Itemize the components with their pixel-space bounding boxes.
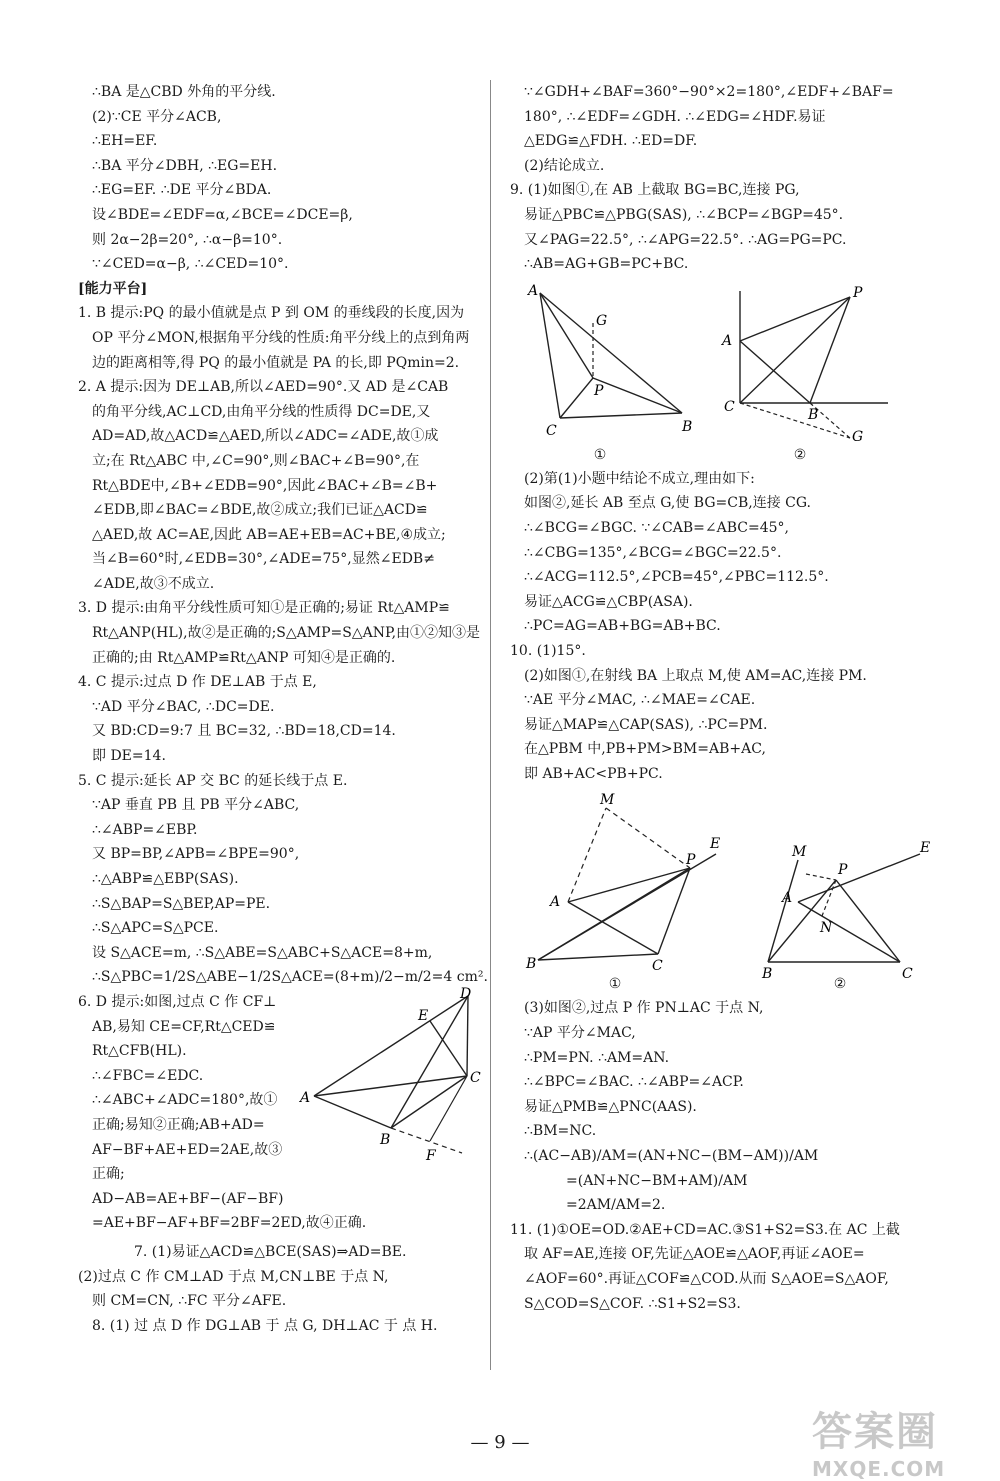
label-m: M bbox=[792, 844, 807, 861]
text-line: 的角平分线,AC⊥CD,由角平分线的性质得 DC=DE,又 bbox=[92, 403, 431, 420]
watermark-top-text: 答案圈 bbox=[812, 1409, 938, 1455]
text-line: OP 平分∠MON,根据角平分线的性质:角平分线上的点到角两 bbox=[92, 329, 470, 346]
text-line: ∴∠FBC=∠EDC. bbox=[92, 1067, 204, 1084]
text-line: (2)第(1)小题中结论不成立,理由如下: bbox=[524, 470, 755, 487]
figure-10-2-svg bbox=[740, 792, 940, 983]
text-line: ∴△ABP≌△EBP(SAS). bbox=[92, 871, 239, 887]
text-line: ∴S△APC=S△PCE. bbox=[92, 920, 219, 937]
text-line: 设∠BDE=∠EDF=α,∠BCE=∠DCE=β, bbox=[92, 206, 353, 223]
text-line: 易证△PMB≌△PNC(AAS). bbox=[524, 1098, 697, 1115]
text-line: Rt△BDE中,∠B+∠EDB=90°,因此∠BAC+∠B=∠B+ bbox=[92, 477, 438, 494]
label-p: P bbox=[594, 382, 604, 399]
label-b: B bbox=[808, 406, 819, 423]
text-line: ∠EDB,即∠BAC=∠BDE,故②成立;我们已证△ACD≌ bbox=[92, 502, 428, 519]
label-g: G bbox=[852, 428, 864, 445]
label-e: E bbox=[710, 836, 721, 853]
figure-problem-6 bbox=[300, 985, 490, 1164]
problem-6-block bbox=[78, 985, 481, 1240]
text-line: 3. D 提示:由角平分线性质可知①是正确的;易证 Rt△AMP≌ bbox=[78, 600, 450, 617]
label-p: P bbox=[853, 284, 863, 301]
text-line: (2)∵CE 平分∠ACB, bbox=[92, 108, 222, 125]
right-column bbox=[510, 80, 930, 1316]
text-line: 易证△MAP≌△CAP(SAS), ∴PC=PM. bbox=[524, 716, 768, 733]
text-line: 又 BP=BP,∠APB=∠BPE=90°, bbox=[92, 846, 300, 863]
text-line: (3)如图②,过点 P 作 PN⊥AC 于点 N, bbox=[524, 1000, 764, 1017]
text-line: ∴EG=EF. ∴DE 平分∠BDA. bbox=[92, 182, 272, 199]
text-line: 则 2α−2β=20°, ∴α−β=10°. bbox=[92, 231, 283, 248]
text-line: 正确的;由 Rt△AMP≌Rt△ANP 可知④是正确的. bbox=[92, 649, 396, 666]
text-line: (2)结论成立. bbox=[524, 157, 605, 174]
text-line: ∴∠BCG=∠BGC. ∵∠CAB=∠ABC=45°, bbox=[524, 519, 789, 536]
label-c: C bbox=[470, 1069, 481, 1086]
text-line: 4. C 提示:过点 D 作 DE⊥AB 于点 E, bbox=[78, 674, 317, 691]
text-line: AB,易知 CE=CF,Rt△CED≌ bbox=[92, 1018, 276, 1035]
text-line: 则 CM=CN, ∴FC 平分∠AFE. bbox=[92, 1293, 287, 1310]
label-c: C bbox=[546, 422, 557, 439]
text-line: 在△PBM 中,PB+PM>BM=AB+AC, bbox=[524, 741, 766, 758]
label-b: B bbox=[526, 956, 537, 973]
text-line: =AE+BF−AF+BF=2BF=2ED,故④正确. bbox=[92, 1215, 367, 1232]
text-line: 1. B 提示:PQ 的最小值就是点 P 到 OM 的垂线段的长度,因为 bbox=[78, 305, 465, 322]
text-line: S△COD=S△COF. ∴S1+S2=S3. bbox=[524, 1295, 741, 1312]
text-line: ∴EH=EF. bbox=[92, 133, 158, 150]
formula-line: ∴(AC−AB)/AM=(AN+NC−(BM−AM))/AM bbox=[524, 1148, 819, 1165]
page-number: — 9 — bbox=[470, 1432, 530, 1453]
left-column bbox=[78, 80, 488, 1338]
text-line: ∴∠ABP=∠EBP. bbox=[92, 821, 198, 838]
text-line: 6. D 提示:如图,过点 C 作 CF⊥ bbox=[78, 993, 277, 1010]
text-line: AD−AB=AE+BF−(AF−BF) bbox=[92, 1190, 284, 1207]
label-b: B bbox=[380, 1131, 391, 1148]
text-line: ∠AOF=60°.再证△COF≌△COD.从而 S△AOE=S△AOF, bbox=[524, 1271, 889, 1287]
label-c: C bbox=[652, 958, 663, 975]
text-line: 又 BD:CD=9:7 且 BC=32, ∴BD=18,CD=14. bbox=[92, 723, 396, 740]
figure-9-1 bbox=[510, 282, 693, 463]
text-line: ∵AP 平分∠MAC, bbox=[524, 1025, 636, 1042]
text-line: ∵AP 垂直 PB 且 PB 平分∠ABC, bbox=[92, 797, 300, 814]
label-m: M bbox=[600, 792, 615, 809]
text-line: ∴BA 是△CBD 外角的平分线. bbox=[92, 84, 276, 100]
text-line: 取 AF=AE,连接 OF,先证△AOE≌△AOF,再证∠AOE= bbox=[524, 1246, 865, 1263]
text-line: 8. (1) 过 点 D 作 DG⊥AB 于 点 G, DH⊥AC 于 点 H. bbox=[92, 1317, 438, 1334]
label-n: N bbox=[820, 920, 833, 937]
text-line: 易证△ACG≌△CBP(ASA). bbox=[524, 593, 693, 610]
label-e: E bbox=[418, 1007, 429, 1024]
text-line: 边的距离相等,得 PQ 的最小值就是 PA 的长,即 PQmin=2. bbox=[92, 354, 460, 371]
formula-line: =2AM/AM=2. bbox=[566, 1197, 666, 1214]
label-b: B bbox=[762, 966, 773, 983]
text-line: ∵AE 平分∠MAC, ∴∠MAE=∠CAE. bbox=[524, 692, 756, 709]
text-line: 设 S△ACE=m, ∴S△ABE=S△ABC+S△ACE=8+m, bbox=[92, 944, 433, 961]
text-line: 易证△PBC≌△PBG(SAS), ∴∠BCP=∠BGP=45°. bbox=[524, 206, 844, 223]
label-f: F bbox=[426, 1147, 436, 1164]
figure-caption: ① bbox=[608, 976, 622, 993]
text-line: ∴∠CBG=135°,∠BCG=∠BGC=22.5°. bbox=[524, 544, 782, 561]
text-line: 正确;易知②正确;AB+AD= bbox=[92, 1116, 265, 1133]
text-line: 5. C 提示:延长 AP 交 BC 的延长线于点 E. bbox=[78, 772, 348, 789]
figure-9-1-svg bbox=[510, 282, 693, 443]
text-line: ∴PC=AG=AB+BG=AB+BC. bbox=[524, 618, 721, 635]
label-a: A bbox=[528, 282, 539, 299]
text-line: Rt△CFB(HL). bbox=[92, 1043, 187, 1060]
text-line: 当∠B=60°时,∠EDB=30°,∠ADE=75°,显然∠EDB≠ bbox=[92, 551, 435, 568]
formula-line: =(AN+NC−BM+AM)/AM bbox=[566, 1172, 748, 1189]
figure-caption: ① bbox=[593, 446, 607, 463]
text-line: 如图②,延长 AB 至点 G,使 BG=CB,连接 CG. bbox=[524, 495, 811, 512]
figure-10-1-svg bbox=[510, 792, 721, 975]
text-line: ∴AB=AG+GB=PC+BC. bbox=[524, 256, 689, 273]
text-line: 7. (1)易证△ACD≌△BCE(SAS)⇒AD=BE. bbox=[134, 1243, 407, 1260]
label-g: G bbox=[596, 312, 608, 329]
text-line: 180°, ∴∠EDF=∠GDH. ∴∠EDG=∠HDF.易证 bbox=[524, 108, 826, 125]
text-line: ∵∠CED=α−β, ∴∠CED=10°. bbox=[92, 256, 289, 273]
text-line: 又∠PAG=22.5°, ∴∠APG=22.5°. ∴AG=PG=PC. bbox=[524, 231, 847, 248]
text-line: (2)如图①,在射线 BA 上取点 M,使 AM=AC,连接 PM. bbox=[524, 667, 867, 684]
text-line: ∴S△PBC=1/2S△ABE−1/2S△ACE=(8+m)/2−m/2=4 cm². bbox=[92, 969, 488, 986]
watermark-logo bbox=[812, 1400, 982, 1481]
text-line: △AED,故 AC=AE,因此 AB=AE+EB=AC+BE,④成立; bbox=[92, 526, 446, 543]
watermark-bottom-text: MXQE.COM bbox=[812, 1457, 946, 1481]
figure-9-2-svg bbox=[710, 283, 890, 443]
text-line: ∵∠GDH+∠BAF=360°−90°×2=180°,∠EDF+∠BAF= bbox=[524, 84, 894, 100]
text-line: 9. (1)如图①,在 AB 上截取 BG=BC,连接 PG, bbox=[510, 182, 800, 199]
text-line: ∴∠ACG=112.5°,∠PCB=45°,∠PBC=112.5°. bbox=[524, 569, 829, 586]
text-line: ∴PM=PN. ∴AM=AN. bbox=[524, 1049, 670, 1066]
text-line: 2. A 提示:因为 DE⊥AB,所以∠AED=90°.又 AD 是∠CAB bbox=[78, 379, 449, 396]
text-line: 正确; bbox=[92, 1166, 125, 1183]
text-line: ∴S△BAP=S△BEP,AP=PE. bbox=[92, 895, 271, 912]
text-line: 即 DE=14. bbox=[92, 748, 166, 765]
figure-caption: ② bbox=[793, 446, 807, 463]
figure-9-2 bbox=[710, 283, 890, 463]
text-line: AD=AD,故△ACD≌△AED,所以∠ADC=∠ADE,故①成 bbox=[92, 428, 439, 445]
label-a: A bbox=[722, 332, 733, 349]
text-line: 11. (1)①OE=OD.②AE+CD=AC.③S1+S2=S3.在 AC 上截 bbox=[510, 1221, 900, 1238]
text-line: 立;在 Rt△ABC 中,∠C=90°,则∠BAC+∠B=90°,在 bbox=[92, 452, 420, 469]
text-line: ∠ADE,故③不成立. bbox=[92, 575, 215, 592]
figure-10-1 bbox=[510, 792, 720, 992]
label-a: A bbox=[550, 894, 561, 911]
column-divider bbox=[490, 80, 491, 1370]
figure-caption: ② bbox=[833, 976, 847, 993]
section-heading: [能力平台] bbox=[78, 280, 148, 297]
text-line: △EDG≌△FDH. ∴ED=DF. bbox=[524, 133, 698, 150]
text-line: ∴∠ABC+∠ADC=180°,故① bbox=[92, 1092, 278, 1109]
figure-10-2 bbox=[740, 792, 940, 992]
label-e: E bbox=[920, 840, 931, 857]
figures-problem-9 bbox=[510, 283, 930, 463]
label-c: C bbox=[724, 398, 735, 415]
text-line: AF−BF+AE+ED=2AE,故③ bbox=[92, 1141, 283, 1158]
text-line: (2)过点 C 作 CM⊥AD 于点 M,CN⊥BE 于点 N, bbox=[78, 1268, 389, 1285]
text-line: 10. (1)15°. bbox=[510, 642, 586, 659]
label-p: P bbox=[838, 862, 848, 879]
figures-problem-10 bbox=[510, 792, 930, 992]
text-line: ∴∠BPC=∠BAC. ∴∠ABP=∠ACP. bbox=[524, 1074, 744, 1091]
text-line: Rt△ANP(HL),故②是正确的;S△AMP=S△ANP,由①②知③是 bbox=[92, 625, 481, 642]
label-a: A bbox=[782, 890, 793, 907]
label-c: C bbox=[902, 966, 913, 983]
label-b: B bbox=[682, 418, 693, 435]
label-d: D bbox=[460, 985, 472, 1002]
text-line: ∵AD 平分∠BAC, ∴DC=DE. bbox=[92, 698, 275, 715]
text-line: ∴BA 平分∠DBH, ∴EG=EH. bbox=[92, 157, 278, 174]
text-line: ∴BM=NC. bbox=[524, 1123, 597, 1140]
text-line: 即 AB+AC<PB+PC. bbox=[524, 765, 663, 782]
label-a: A bbox=[300, 1089, 311, 1106]
label-p: P bbox=[686, 852, 696, 869]
